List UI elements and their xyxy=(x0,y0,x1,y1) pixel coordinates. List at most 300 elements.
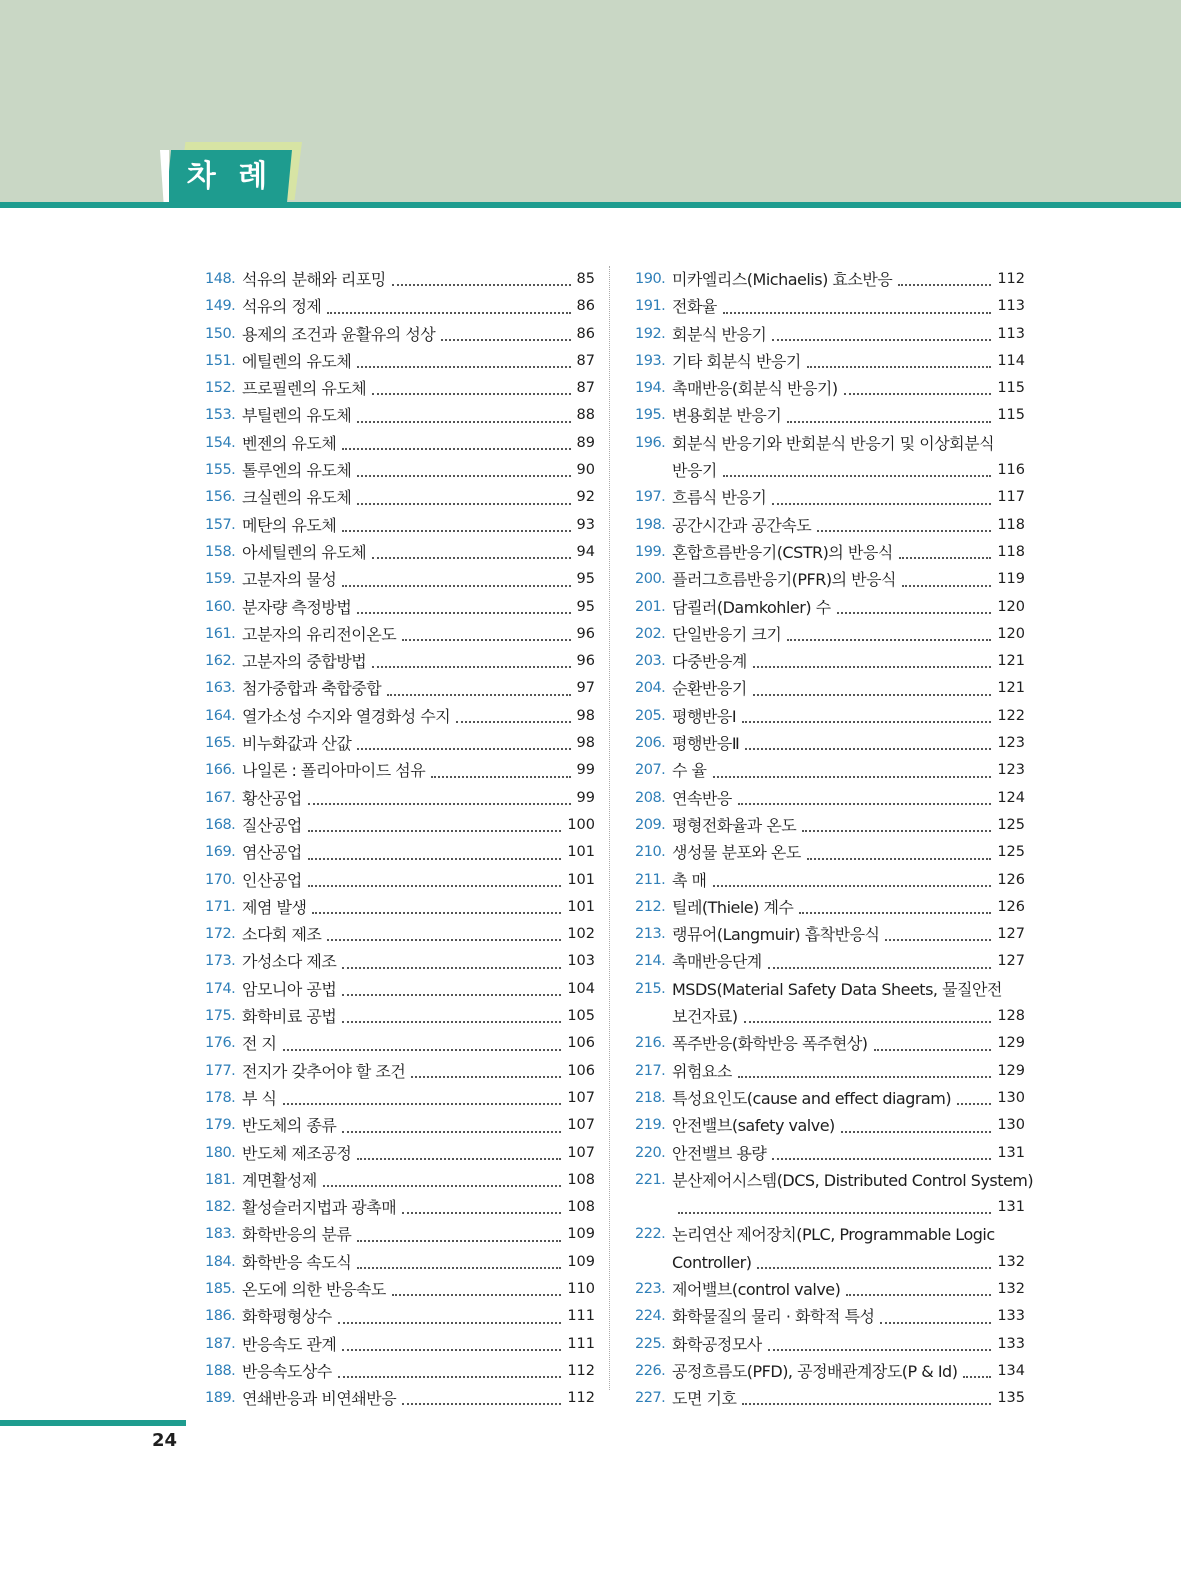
entry-title: 연쇄반응과 비연쇄반응 xyxy=(242,1389,397,1409)
entry-page: 100 xyxy=(567,816,595,833)
entry-number: 148. xyxy=(205,271,236,287)
leader-dots xyxy=(357,475,570,477)
toc-entry[interactable] xyxy=(635,1140,1025,1167)
entry-title: 폭주반응(화학반응 폭주현상) xyxy=(672,1034,868,1054)
entry-number: 176. xyxy=(205,1035,236,1052)
entry-title: 순환반응기 xyxy=(672,679,747,699)
entry-number: 158. xyxy=(205,543,236,560)
entry-title: 흐름식 반응기 xyxy=(672,488,767,508)
toc-entry[interactable] xyxy=(635,566,1025,593)
entry-number: 168. xyxy=(205,816,236,833)
toc-entry[interactable] xyxy=(205,1358,595,1385)
toc-entry[interactable] xyxy=(635,1276,1025,1303)
entry-number: 173. xyxy=(205,953,236,970)
entry-number: 169. xyxy=(205,844,236,861)
entry-page: 86 xyxy=(576,325,595,342)
toc-entry[interactable] xyxy=(205,1276,595,1303)
leader-dots xyxy=(678,1212,991,1214)
leader-dots xyxy=(283,1103,562,1105)
toc-entry[interactable] xyxy=(205,703,595,730)
entry-number: 180. xyxy=(205,1144,236,1161)
entry-page: 106 xyxy=(567,1062,595,1079)
entry-title: 에틸렌의 유도체 xyxy=(242,351,352,371)
entry-page: 109 xyxy=(567,1253,595,1270)
entry-page: 112 xyxy=(997,271,1025,287)
entry-page: 88 xyxy=(576,407,595,424)
leader-dots xyxy=(342,448,570,450)
entry-page: 122 xyxy=(997,707,1025,724)
toc-entry[interactable] xyxy=(205,402,595,429)
entry-page: 98 xyxy=(576,735,595,752)
toc-entry[interactable] xyxy=(205,812,595,839)
leader-dots xyxy=(874,1049,992,1051)
entry-title: 분산제어시스템(DCS, Distributed Control System) xyxy=(672,1170,1034,1190)
toc-entry[interactable] xyxy=(635,812,1025,839)
leader-dots xyxy=(342,967,561,969)
entry-title: 공정흐름도(PFD), 공정배관계장도(P & Id) xyxy=(672,1361,958,1381)
leader-dots xyxy=(738,803,991,805)
entry-page: 123 xyxy=(997,735,1025,752)
entry-number: 188. xyxy=(205,1362,236,1379)
toc-entry[interactable] xyxy=(205,348,595,375)
leader-dots xyxy=(902,585,991,587)
toc-entry[interactable] xyxy=(205,730,595,757)
entry-number: 165. xyxy=(205,735,236,752)
entry-page: 125 xyxy=(997,816,1025,833)
toc-entry[interactable] xyxy=(635,321,1025,348)
entry-title: 랭뮤어(Langmuir) 흡착반응식 xyxy=(672,925,880,945)
entry-page: 133 xyxy=(997,1335,1025,1352)
leader-dots xyxy=(342,1131,561,1133)
toc-entry[interactable] xyxy=(205,1112,595,1139)
leader-dots xyxy=(357,1267,561,1269)
toc-entry[interactable] xyxy=(635,785,1025,812)
entry-title: 평행반응Ⅰ xyxy=(672,706,737,726)
entry-page: 129 xyxy=(997,1035,1025,1052)
entry-page: 126 xyxy=(997,871,1025,888)
toc-entry[interactable] xyxy=(205,1249,595,1276)
leader-dots xyxy=(817,530,991,532)
entry-title: 변용회분 반응기 xyxy=(672,406,782,426)
toc-entry[interactable] xyxy=(205,948,595,975)
entry-page: 101 xyxy=(567,871,595,888)
leader-dots xyxy=(357,748,570,750)
leader-dots xyxy=(312,912,561,914)
leader-dots xyxy=(807,858,991,860)
toc-entry[interactable] xyxy=(205,321,595,348)
entry-number: 220. xyxy=(635,1144,666,1161)
entry-title: 틸레(Thiele) 계수 xyxy=(672,897,794,917)
entry-number: 151. xyxy=(205,352,236,369)
entry-number: 189. xyxy=(205,1390,236,1407)
entry-page: 112 xyxy=(567,1390,595,1407)
leader-dots xyxy=(799,912,991,914)
entry-page: 105 xyxy=(567,1008,595,1025)
entry-page: 115 xyxy=(997,380,1025,397)
entry-number: 197. xyxy=(635,489,666,506)
entry-number: 207. xyxy=(635,762,666,779)
entry-page: 96 xyxy=(576,653,595,670)
toc-entry[interactable] xyxy=(205,1003,595,1030)
entry-number: 199. xyxy=(635,543,666,560)
entry-number: 172. xyxy=(205,926,236,943)
entry-title: 온도에 의한 반응속도 xyxy=(242,1279,386,1299)
toc-entry[interactable] xyxy=(205,1221,595,1248)
toc-entry[interactable] xyxy=(205,1085,595,1112)
entry-number: 166. xyxy=(205,762,236,779)
entry-title: 분자량 측정방법 xyxy=(242,597,352,617)
leader-dots xyxy=(392,1294,562,1296)
entry-title: 비누화값과 산값 xyxy=(242,734,352,754)
entry-number: 200. xyxy=(635,571,666,588)
entry-line xyxy=(635,1194,1025,1221)
toc-entry[interactable] xyxy=(205,484,595,511)
entry-title: 전 지 xyxy=(242,1034,277,1054)
toc-entry[interactable] xyxy=(635,894,1025,921)
entry-number: 195. xyxy=(635,407,666,424)
entry-title: 화학반응 속도식 xyxy=(242,1252,352,1272)
entry-title: 안전밸브 용량 xyxy=(672,1143,767,1163)
entry-number: 208. xyxy=(635,789,666,806)
leader-dots xyxy=(738,1076,991,1078)
entry-page: 113 xyxy=(997,325,1025,342)
leader-dots xyxy=(411,1076,561,1078)
entry-number: 171. xyxy=(205,898,236,915)
toc-entry[interactable] xyxy=(205,757,595,784)
toc-entry[interactable] xyxy=(205,1194,595,1221)
toc-entry[interactable] xyxy=(205,512,595,539)
entry-number: 211. xyxy=(635,871,666,888)
toc-entry[interactable] xyxy=(205,1140,595,1167)
leader-dots xyxy=(283,1049,562,1051)
toc-entry[interactable] xyxy=(635,1030,1025,1057)
entry-title: 화학평형상수 xyxy=(242,1307,332,1327)
entry-title: 고분자의 유리전이온도 xyxy=(242,624,397,644)
toc-left-column xyxy=(205,266,595,1412)
entry-title: 고분자의 중합방법 xyxy=(242,652,367,672)
header-rule xyxy=(0,202,1181,208)
toc-entry[interactable] xyxy=(635,730,1025,757)
entry-number: 219. xyxy=(635,1117,666,1134)
entry-title: 플러그흐름반응기(PFR)의 반응식 xyxy=(672,570,897,590)
leader-dots xyxy=(745,748,991,750)
toc-entry[interactable] xyxy=(635,1058,1025,1085)
leader-dots xyxy=(402,1212,561,1214)
entry-number: 205. xyxy=(635,707,666,724)
leader-dots xyxy=(456,721,570,723)
toc-entry[interactable] xyxy=(205,867,595,894)
entry-title: 화학비료 공법 xyxy=(242,1007,337,1027)
entry-title: 첨가중합과 축합중합 xyxy=(242,679,382,699)
toc-entry[interactable] xyxy=(635,948,1025,975)
leader-dots xyxy=(327,939,561,941)
entry-title-continued: Controller) xyxy=(672,1252,752,1272)
entry-title: 화학물질의 물리 · 화학적 특성 xyxy=(672,1307,875,1327)
toc-entry[interactable] xyxy=(635,512,1025,539)
entry-title: 프로필렌의 유도체 xyxy=(242,379,367,399)
entry-title: 가성소다 제조 xyxy=(242,952,337,972)
toc-entry[interactable] xyxy=(635,1221,1025,1276)
entry-page: 126 xyxy=(997,898,1025,915)
toc-entry[interactable] xyxy=(205,457,595,484)
leader-dots xyxy=(372,393,570,395)
toc-entry[interactable] xyxy=(205,1058,595,1085)
toc-entry[interactable] xyxy=(635,867,1025,894)
column-divider xyxy=(609,266,610,1390)
entry-number: 223. xyxy=(635,1280,666,1297)
entry-page: 125 xyxy=(997,844,1025,861)
entry-line xyxy=(635,457,1025,484)
toc-entry[interactable] xyxy=(635,430,1025,485)
entry-page: 131 xyxy=(997,1199,1025,1216)
entry-line xyxy=(635,1167,1034,1194)
leader-dots xyxy=(342,1349,561,1351)
entry-title: 혼합흐름반응기(CSTR)의 반응식 xyxy=(672,542,893,562)
leader-dots xyxy=(772,503,991,505)
toc-entry[interactable] xyxy=(205,785,595,812)
entry-number: 227. xyxy=(635,1390,666,1407)
entry-number: 212. xyxy=(635,898,666,915)
entry-page: 111 xyxy=(567,1335,595,1352)
leader-dots xyxy=(342,1021,561,1023)
entry-number: 193. xyxy=(635,352,666,369)
entry-line xyxy=(635,430,1025,457)
entry-title: 회분식 반응기 xyxy=(672,324,767,344)
entry-number: 184. xyxy=(205,1253,236,1270)
entry-title: 부 식 xyxy=(242,1088,277,1108)
entry-page: 118 xyxy=(997,516,1025,533)
entry-page: 113 xyxy=(997,298,1025,315)
leader-dots xyxy=(807,366,991,368)
entry-title: 고분자의 물성 xyxy=(242,570,337,590)
toc-entry[interactable] xyxy=(635,757,1025,784)
entry-page: 104 xyxy=(567,980,595,997)
leader-dots xyxy=(338,1376,562,1378)
leader-dots xyxy=(787,421,991,423)
entry-title: 다중반응계 xyxy=(672,652,747,672)
entry-number: 191. xyxy=(635,298,666,315)
entry-number: 187. xyxy=(205,1335,236,1352)
leader-dots xyxy=(357,612,570,614)
toc-entry[interactable] xyxy=(635,484,1025,511)
entry-page: 120 xyxy=(997,625,1025,642)
entry-page: 107 xyxy=(567,1144,595,1161)
leader-dots xyxy=(768,967,992,969)
toc-entry[interactable] xyxy=(205,566,595,593)
toc-entry[interactable] xyxy=(635,839,1025,866)
toc-right-column xyxy=(635,266,1034,1412)
entry-number: 150. xyxy=(205,325,236,342)
toc-entry[interactable] xyxy=(635,1112,1025,1139)
toc-entry[interactable] xyxy=(635,402,1025,429)
toc-entry[interactable] xyxy=(205,675,595,702)
entry-number: 190. xyxy=(635,271,666,287)
toc-entry[interactable] xyxy=(205,266,595,293)
leader-dots xyxy=(757,1267,991,1269)
entry-page: 97 xyxy=(576,680,595,697)
entry-title: 열가소성 수지와 열경화성 수지 xyxy=(242,706,451,726)
toc-entry[interactable] xyxy=(205,430,595,457)
entry-page: 107 xyxy=(567,1117,595,1134)
entry-number: 160. xyxy=(205,598,236,615)
entry-title: 제염 발생 xyxy=(242,897,307,917)
leader-dots xyxy=(308,830,561,832)
entry-page: 86 xyxy=(576,298,595,315)
toc-entry[interactable] xyxy=(635,1167,1034,1222)
entry-title: 단일반응기 크기 xyxy=(672,624,782,644)
entry-page: 114 xyxy=(997,352,1025,369)
entry-number: 182. xyxy=(205,1199,236,1216)
entry-title: 생성물 분포와 온도 xyxy=(672,843,801,863)
toc-entry[interactable] xyxy=(205,1167,595,1194)
entry-title: 공간시간과 공간속도 xyxy=(672,515,812,535)
entry-page: 95 xyxy=(576,571,595,588)
entry-title: 반응속도 관계 xyxy=(242,1334,337,1354)
entry-title: 연속반응 xyxy=(672,788,732,808)
toc-entry[interactable] xyxy=(635,1358,1025,1385)
leader-dots xyxy=(880,1322,991,1324)
entry-title: 촉 매 xyxy=(672,870,707,890)
toc-entry[interactable] xyxy=(205,1303,595,1330)
leader-dots xyxy=(768,1349,992,1351)
leader-dots xyxy=(323,1185,562,1187)
entry-page: 124 xyxy=(997,789,1025,806)
entry-title: 석유의 정제 xyxy=(242,297,322,317)
entry-page: 94 xyxy=(576,543,595,560)
toc-entry[interactable] xyxy=(635,621,1025,648)
entry-page: 112 xyxy=(567,1362,595,1379)
toc-entry[interactable] xyxy=(635,921,1025,948)
entry-title: 담쾰러(Damkohler) 수 xyxy=(672,597,831,617)
entry-page: 108 xyxy=(567,1199,595,1216)
leader-dots xyxy=(342,530,570,532)
entry-number: 213. xyxy=(635,926,666,943)
entry-number: 225. xyxy=(635,1335,666,1352)
entry-number: 194. xyxy=(635,380,666,397)
toc-entry[interactable] xyxy=(635,1331,1025,1358)
entry-title: 수 율 xyxy=(672,761,707,781)
toc-entry[interactable] xyxy=(635,375,1025,402)
entry-title: 전화율 xyxy=(672,297,717,317)
entry-title: 안전밸브(safety valve) xyxy=(672,1116,835,1136)
entry-title: 메탄의 유도체 xyxy=(242,515,337,535)
entry-number: 153. xyxy=(205,407,236,424)
leader-dots xyxy=(899,557,992,559)
toc-entry[interactable] xyxy=(205,594,595,621)
leader-dots xyxy=(387,694,570,696)
entry-number: 201. xyxy=(635,598,666,615)
entry-number: 206. xyxy=(635,735,666,752)
leader-dots xyxy=(357,1240,561,1242)
toc-entry[interactable] xyxy=(205,1331,595,1358)
toc-entry[interactable] xyxy=(635,1303,1025,1330)
leader-dots xyxy=(372,557,570,559)
entry-line xyxy=(635,1003,1025,1030)
entry-number: 162. xyxy=(205,653,236,670)
toc-entry[interactable] xyxy=(205,921,595,948)
toc-entry[interactable] xyxy=(205,621,595,648)
entry-title-continued: 보건자료) xyxy=(672,1007,738,1027)
toc-entry[interactable] xyxy=(635,266,1025,293)
entry-number: 161. xyxy=(205,625,236,642)
entry-page: 103 xyxy=(567,953,595,970)
toc-entry[interactable] xyxy=(635,1385,1025,1412)
entry-number: 204. xyxy=(635,680,666,697)
entry-number: 159. xyxy=(205,571,236,588)
entry-number: 157. xyxy=(205,516,236,533)
leader-dots xyxy=(402,1403,561,1405)
leader-dots xyxy=(431,776,570,778)
entry-title: 톨루엔의 유도체 xyxy=(242,461,352,481)
entry-title: 계면활성제 xyxy=(242,1170,317,1190)
toc-entry[interactable] xyxy=(635,675,1025,702)
entry-page: 101 xyxy=(567,844,595,861)
toc-entry[interactable] xyxy=(205,648,595,675)
leader-dots xyxy=(742,1403,991,1405)
entry-title: 부틸렌의 유도체 xyxy=(242,406,352,426)
entry-page: 101 xyxy=(567,898,595,915)
toc-entry[interactable] xyxy=(635,293,1025,320)
toc-entry[interactable] xyxy=(205,1385,595,1412)
toc-entry[interactable] xyxy=(205,1030,595,1057)
leader-dots xyxy=(342,994,561,996)
leader-dots xyxy=(963,1376,991,1378)
entry-number: 186. xyxy=(205,1308,236,1325)
toc-entry[interactable] xyxy=(635,594,1025,621)
leader-dots xyxy=(713,885,992,887)
toc-entry[interactable] xyxy=(205,839,595,866)
page-title: 차 례 xyxy=(186,159,274,194)
entry-title: 전지가 갖추어야 할 조건 xyxy=(242,1061,406,1081)
entry-number: 214. xyxy=(635,953,666,970)
leader-dots xyxy=(723,312,991,314)
entry-title: 회분식 반응기와 반회분식 반응기 및 이상회분식 xyxy=(672,433,995,453)
entry-number: 216. xyxy=(635,1035,666,1052)
toc-entry[interactable] xyxy=(205,375,595,402)
toc-entry[interactable] xyxy=(635,648,1025,675)
toc-entry[interactable] xyxy=(205,976,595,1003)
entry-page: 108 xyxy=(567,1171,595,1188)
leader-dots xyxy=(713,776,992,778)
entry-number: 215. xyxy=(635,980,666,997)
toc-entry[interactable] xyxy=(205,293,595,320)
entry-title: 용제의 조건과 윤활유의 성상 xyxy=(242,324,436,344)
entry-page: 135 xyxy=(997,1390,1025,1407)
entry-title: 촉매반응단계 xyxy=(672,952,762,972)
toc-entry[interactable] xyxy=(205,894,595,921)
entry-line xyxy=(635,976,1025,1003)
entry-number: 185. xyxy=(205,1280,236,1297)
entry-page: 87 xyxy=(576,352,595,369)
toc-entry[interactable] xyxy=(205,539,595,566)
page-number: 24 xyxy=(152,1430,178,1451)
entry-title: 특성요인도(cause and effect diagram) xyxy=(672,1088,952,1108)
entry-line xyxy=(635,1221,1025,1248)
entry-number: 174. xyxy=(205,980,236,997)
toc-entry[interactable] xyxy=(635,1085,1025,1112)
entry-page: 121 xyxy=(997,653,1025,670)
toc-entry[interactable] xyxy=(635,348,1025,375)
toc-entry[interactable] xyxy=(635,539,1025,566)
leader-dots xyxy=(402,639,570,641)
entry-title: 질산공업 xyxy=(242,815,302,835)
leader-dots xyxy=(841,1131,992,1133)
entry-title: 도면 기호 xyxy=(672,1389,737,1409)
toc-entry[interactable] xyxy=(635,703,1025,730)
leader-dots xyxy=(357,366,570,368)
entry-page: 134 xyxy=(997,1362,1025,1379)
toc-entry[interactable] xyxy=(635,976,1025,1031)
